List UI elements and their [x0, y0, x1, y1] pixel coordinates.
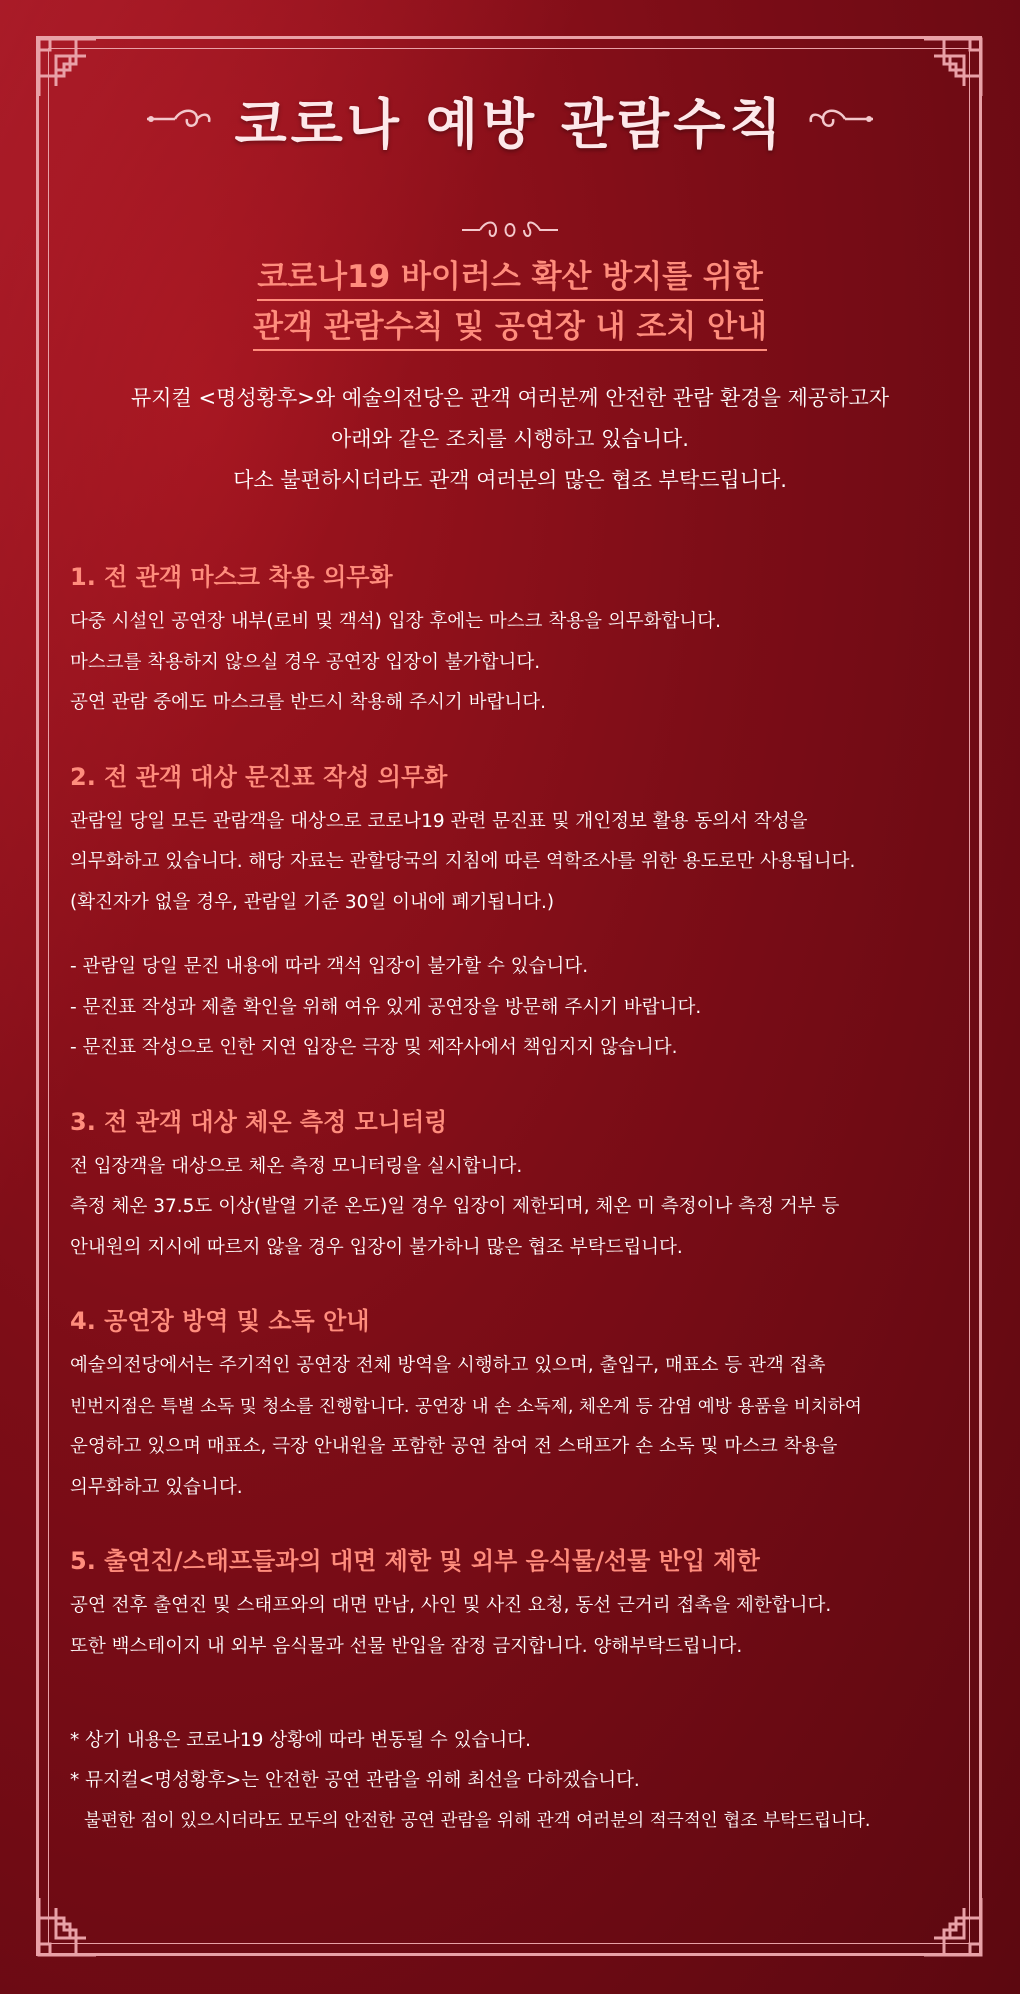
footnote-line: 불편한 점이 있으시더라도 모두의 안전한 공연 관람을 위해 관객 여러분의 적극적인 협조 부탁드립니다. — [84, 1811, 871, 1831]
footnote-line: * 뮤지컬<명성황후>는 안전한 공연 관람을 위해 최선을 다하겠습니다. — [70, 1770, 640, 1791]
section-3 — [70, 1105, 970, 1269]
headline-line-2: 관객 관람수칙 및 공연장 내 조치 안내 — [253, 305, 767, 351]
intro-paragraph — [0, 378, 1020, 501]
headline — [0, 252, 1020, 352]
section-line: 공연 전후 출연진 및 스태프와의 대면 만남, 사인 및 사진 요청, 동선 근거리 접촉을 제한합니다. — [70, 1595, 832, 1616]
section-line: 관람일 당일 모든 관람객을 대상으로 코로나19 관련 문진표 및 개인정보 활용 동의서 작성을 — [70, 810, 808, 832]
page-title: 코로나 예방 관람수칙 — [234, 92, 786, 156]
section-title: 5. 출연진/스태프들과의 대면 제한 및 외부 음식물/선물 반입 제한 — [70, 1547, 760, 1575]
title-block — [0, 82, 1020, 159]
section-2 — [70, 760, 970, 1069]
bullet-line: - 문진표 작성과 제출 확인을 위해 여유 있게 공연장을 방문해 주시기 바랍니다. — [70, 996, 702, 1018]
section-line: 예술의전당에서는 주기적인 공연장 전체 방역을 시행하고 있으며, 출입구, 매표소 등 관객 접촉 — [70, 1355, 826, 1376]
section-line: 공연 관람 중에도 마스크를 반드시 착용해 주시기 바랍니다. — [70, 692, 546, 713]
section-title: 1. 전 관객 마스크 착용 의무화 — [70, 563, 393, 591]
swirl-left-icon — [145, 104, 215, 138]
swirl-right-icon — [805, 104, 875, 138]
bullet-line: - 문진표 작성으로 인한 지연 입장은 극장 및 제작사에서 책임지지 않습니다. — [70, 1037, 678, 1058]
section-line: 측정 체온 37.5도 이상(발열 기준 온도)일 경우 입장이 제한되며, 체온 미 측정이나 측정 거부 등 — [70, 1196, 840, 1217]
section-5 — [70, 1544, 970, 1667]
intro-line: 다소 불편하시더라도 관객 여러분의 많은 협조 부탁드립니다. — [233, 468, 787, 492]
section-title: 3. 전 관객 대상 체온 측정 모니터링 — [70, 1107, 448, 1136]
section-line: 전 입장객을 대상으로 체온 측정 모니터링을 실시합니다. — [70, 1155, 523, 1177]
section-line: (확진자가 없을 경우, 관람일 기준 30일 이내에 폐기됩니다.) — [70, 891, 555, 913]
rules-content — [70, 560, 970, 1703]
spacer — [70, 923, 970, 947]
section-line: 의무화하고 있습니다. 해당 자료는 관할당국의 지침에 따른 역학조사를 위한 용도로만 사용됩니다. — [70, 851, 856, 872]
intro-line: 뮤지컬 <명성황후>와 예술의전당은 관객 여러분께 안전한 관람 환경을 제공하고자 — [130, 386, 890, 410]
section-line: 또한 백스테이지 내 외부 음식물과 선물 반입을 잠정 금지합니다. 양해부탁드립니다. — [70, 1635, 743, 1657]
footnote-line: * 상기 내용은 코로나19 상황에 따라 변동될 수 있습니다. — [70, 1730, 532, 1751]
corner-ornament-icon — [894, 1868, 984, 1958]
section-1 — [70, 560, 970, 724]
section-title: 4. 공연장 방역 및 소독 안내 — [70, 1307, 370, 1335]
intro-line: 아래와 같은 조치를 시행하고 있습니다. — [331, 427, 689, 451]
divider-ornament-icon — [460, 218, 560, 242]
bullet-line: - 관람일 당일 문진 내용에 따라 객석 입장이 불가할 수 있습니다. — [70, 956, 589, 977]
section-title: 2. 전 관객 대상 문진표 작성 의무화 — [70, 762, 448, 791]
section-line: 마스크를 착용하지 않으실 경우 공연장 입장이 불가합니다. — [70, 651, 541, 673]
headline-line-1: 코로나19 바이러스 확산 방지를 위한 — [257, 255, 763, 301]
corner-ornament-icon — [36, 1868, 126, 1958]
section-line: 빈번지점은 특별 소독 및 청소를 진행합니다. 공연장 내 손 소독제, 체온계 등 감염 예방 용품을 비치하여 — [70, 1396, 862, 1417]
section-line: 안내원의 지시에 따르지 않을 경우 입장이 불가하니 많은 협조 부탁드립니다. — [70, 1236, 683, 1258]
footnotes — [70, 1721, 970, 1841]
section-line: 다중 시설인 공연장 내부(로비 및 객석) 입장 후에는 마스크 착용을 의무화합니다. — [70, 611, 721, 632]
section-line: 의무화하고 있습니다. — [70, 1476, 243, 1498]
section-4 — [70, 1304, 970, 1508]
section-line: 운영하고 있으며 매표소, 극장 안내원을 포함한 공연 참여 전 스태프가 손 소독 및 마스크 착용을 — [70, 1436, 838, 1457]
